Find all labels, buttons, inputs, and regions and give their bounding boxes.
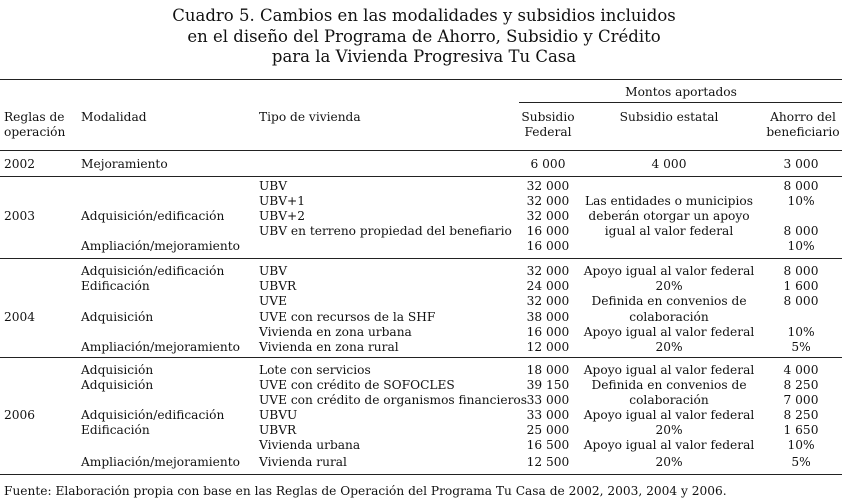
cell-federal: 32 000: [526, 264, 570, 278]
cell-tipo: UBVR: [259, 423, 297, 437]
cell-ahorro: 5%: [791, 340, 811, 354]
cell-modalidad: Adquisición: [81, 363, 154, 377]
estatal-note-line-3: igual al valor federal: [604, 224, 734, 238]
cell-estatal: colaboración: [629, 310, 709, 324]
cell-tipo: Lote con servicios: [259, 363, 371, 377]
cell-estatal: Apoyo igual al valor federal: [583, 408, 755, 422]
cell-estatal: Apoyo igual al valor federal: [583, 325, 755, 339]
cell-modalidad: Adquisición/edificación: [81, 209, 225, 223]
cell-tipo: UVE: [259, 294, 287, 308]
cell-federal: 32 000: [526, 194, 570, 208]
cell-federal: 16 500: [526, 438, 570, 452]
header-reglas-2: operación: [4, 125, 66, 139]
cell-modalidad: Adquisición/edificación: [81, 264, 225, 278]
cell-ahorro: 8 250: [783, 408, 819, 422]
header-federal-1: Subsidio: [521, 110, 575, 124]
cell-estatal: Definida en convenios de: [591, 378, 747, 392]
cell-ahorro: 3 000: [783, 157, 819, 171]
cell-tipo: UVE con crédito de SOFOCLES: [259, 378, 455, 392]
rule-after-2002: [0, 176, 842, 177]
cell-federal: 38 000: [526, 310, 570, 324]
cell-modalidad: Mejoramiento: [81, 157, 168, 171]
cell-federal: 16 000: [526, 239, 570, 253]
cell-federal: 32 000: [526, 179, 570, 193]
header-federal-2: Federal: [524, 125, 572, 139]
rule-after-2003: [0, 258, 842, 259]
cell-federal: 18 000: [526, 363, 570, 377]
cell-ahorro: 10%: [787, 325, 815, 339]
cell-federal: 16 000: [526, 224, 570, 238]
cell-modalidad: Edificación: [81, 423, 150, 437]
cell-ahorro: 10%: [787, 194, 815, 208]
cell-federal: 32 000: [526, 209, 570, 223]
cell-federal: 39 150: [526, 378, 570, 392]
cell-federal: 12 000: [526, 340, 570, 354]
cell-ahorro: 8 000: [783, 294, 819, 308]
cell-estatal: 4 000: [651, 157, 687, 171]
bottom-rule: [0, 474, 842, 475]
cell-tipo: Vivienda en zona rural: [259, 340, 399, 354]
title-line-3: para la Vivienda Progresiva Tu Casa: [271, 47, 577, 66]
rule-after-2004: [0, 357, 842, 358]
cell-estatal: 20%: [655, 279, 683, 293]
cell-ahorro: 10%: [787, 239, 815, 253]
cell-ahorro: 7 000: [783, 393, 819, 407]
header-ahorro-1: Ahorro del: [770, 110, 836, 124]
cell-federal: 24 000: [526, 279, 570, 293]
table-title: [0, 6, 848, 68]
cell-federal: 6 000: [530, 157, 566, 171]
title-line-2: en el diseño del Programa de Ahorro, Subsidio y Crédito: [187, 26, 661, 46]
header-reglas-1: Reglas de: [4, 110, 65, 124]
source-note: Fuente: Elaboración propia con base en las Reglas de Operación del Programa Tu Casa de 2002, 2003, 2004 y 2006.: [4, 484, 727, 498]
cell-ahorro: 8 000: [783, 224, 819, 238]
cell-ahorro: 1 600: [783, 279, 819, 293]
cell-modalidad: Ampliación/mejoramiento: [81, 340, 240, 354]
cell-modalidad: Edificación: [81, 279, 150, 293]
year-2002: 2002: [4, 157, 36, 171]
cell-tipo: UVE con crédito de organismos financieros: [259, 393, 527, 407]
cell-tipo: UVE con recursos de la SHF: [259, 310, 436, 324]
cell-tipo: UBV: [259, 264, 288, 278]
cell-estatal: Apoyo igual al valor federal: [583, 264, 755, 278]
cell-ahorro: 8 000: [783, 264, 819, 278]
cell-estatal: Apoyo igual al valor federal: [583, 438, 755, 452]
cell-estatal: Definida en convenios de: [591, 294, 747, 308]
header-tipo: Tipo de vivienda: [259, 110, 361, 124]
top-rule: [0, 79, 842, 80]
cell-modalidad: Ampliación/mejoramiento: [81, 239, 240, 253]
cell-estatal: Apoyo igual al valor federal: [583, 363, 755, 377]
header-ahorro-2: beneficiario: [766, 125, 840, 139]
cell-ahorro: 8 250: [783, 378, 819, 392]
header-bottom-rule: [0, 150, 842, 151]
cell-modalidad: Adquisición: [81, 310, 154, 324]
cell-ahorro: 4 000: [783, 363, 819, 377]
cell-federal: 33 000: [526, 393, 570, 407]
cell-tipo: UBVU: [259, 408, 298, 422]
header-modalidad: Modalidad: [81, 110, 147, 124]
year-2003: 2003: [4, 209, 36, 223]
cell-tipo: Vivienda rural: [259, 455, 347, 469]
cell-ahorro: 10%: [787, 438, 815, 452]
cell-modalidad: Adquisición: [81, 378, 154, 392]
cell-ahorro: 5%: [791, 455, 811, 469]
cell-federal: 33 000: [526, 408, 570, 422]
header-estatal: Subsidio estatal: [619, 110, 719, 124]
cell-federal: 32 000: [526, 294, 570, 308]
cell-federal: 12 500: [526, 455, 570, 469]
cell-federal: 16 000: [526, 325, 570, 339]
cell-modalidad: Adquisición/edificación: [81, 408, 225, 422]
cell-tipo: UBV+1: [259, 194, 305, 208]
cell-tipo: UBV en terreno propiedad del benefiario: [259, 224, 512, 238]
year-2006: 2006: [4, 408, 36, 422]
cell-tipo: UBV: [259, 179, 288, 193]
cell-estatal: 20%: [655, 340, 683, 354]
title-line-1: Cuadro 5. Cambios en las modalidades y subsidios incluidos: [172, 6, 676, 25]
estatal-note-line-2: deberán otorgar un apoyo: [588, 209, 750, 223]
cell-estatal: 20%: [655, 455, 683, 469]
cell-estatal: 20%: [655, 423, 683, 437]
montos-rule: [519, 102, 842, 103]
estatal-note-line-1: Las entidades o municipios: [585, 194, 753, 208]
cell-federal: 25 000: [526, 423, 570, 437]
cell-ahorro: 8 000: [783, 179, 819, 193]
cell-tipo: Vivienda urbana: [259, 438, 361, 452]
cell-ahorro: 1 650: [783, 423, 819, 437]
cell-tipo: Vivienda en zona urbana: [259, 325, 412, 339]
year-2004: 2004: [4, 310, 36, 324]
cell-modalidad: Ampliación/mejoramiento: [81, 455, 240, 469]
cell-tipo: UBV+2: [259, 209, 305, 223]
cell-tipo: UBVR: [259, 279, 297, 293]
cell-estatal: colaboración: [629, 393, 709, 407]
header-montos: Montos aportados: [625, 85, 737, 99]
